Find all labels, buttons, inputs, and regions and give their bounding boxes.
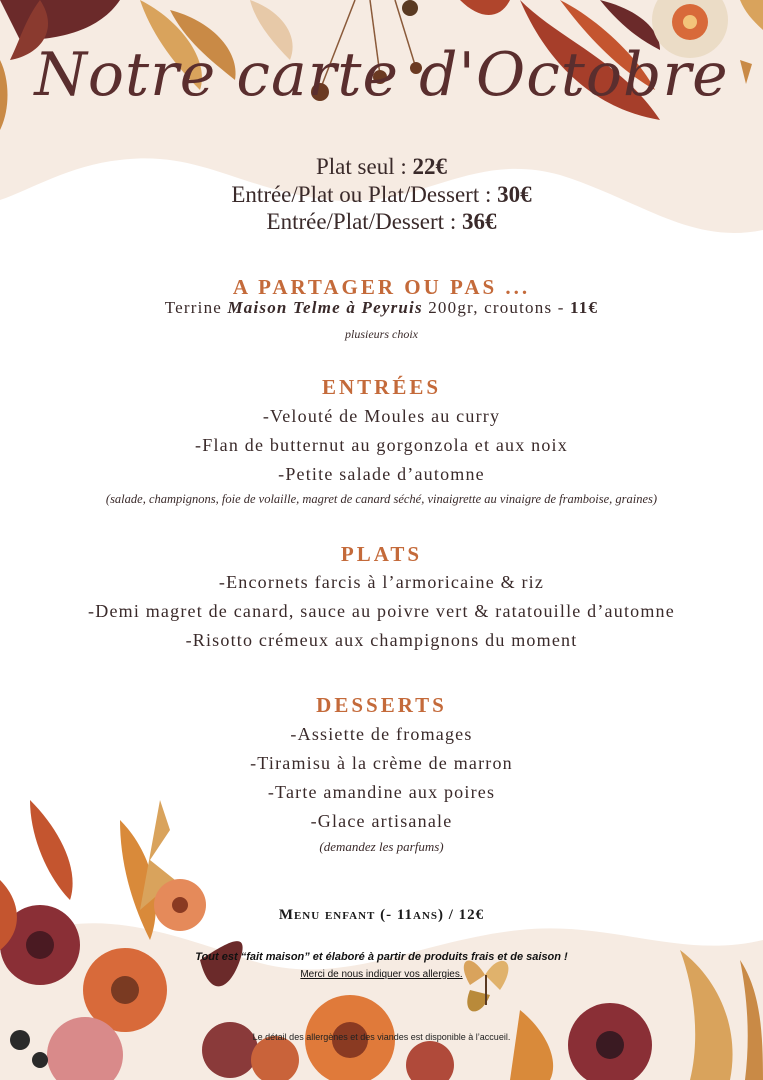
price-line-entree-plat — [0, 181, 763, 209]
menu-item: -Tarte amandine aux poires — [267, 782, 496, 802]
section-title-desserts: DESSERTS — [316, 693, 447, 717]
sharing-text: Terrine — [164, 298, 228, 317]
sharing-producer: Maison Telme à Peyruis — [227, 298, 423, 317]
section-title-plats: PLATS — [340, 542, 423, 566]
menu-title: Notre carte d'Octobre — [34, 40, 729, 110]
price-label: Plat seul : — [316, 154, 413, 179]
price-value: 30€ — [497, 182, 532, 207]
menu-item: -Assiette de fromages — [290, 724, 473, 744]
allergen-details-notice: Le détail des allergènes et des viandes est disponible à l’accueil. — [252, 1032, 511, 1042]
price-value: 36€ — [461, 209, 497, 234]
menu-item: -Glace artisanale — [310, 811, 453, 831]
price-label: Entrée/Plat ou Plat/Dessert : — [231, 182, 498, 207]
allergies-notice: Merci de nous indiquer vos allergies. — [300, 969, 463, 980]
price-line-plat — [0, 153, 763, 181]
sharing-price: 11€ — [570, 298, 599, 317]
desserts-note: (demandez les parfums) — [319, 839, 444, 854]
sharing-note: plusieurs choix — [345, 327, 418, 341]
menu-item: -Risotto crémeux aux champignons du moment — [185, 630, 578, 650]
sharing-item — [0, 298, 763, 318]
menu-item: -Flan de butternut au gorgonzola et aux noix — [195, 435, 568, 455]
homemade-notice: Tout est “fait maison” et élaboré à partir de produits frais et de saison ! — [195, 951, 568, 963]
menu-item: -Tiramisu à la crème de marron — [250, 753, 513, 773]
price-value: 22€ — [412, 154, 447, 179]
menu-item: -Petite salade d’automne — [278, 464, 485, 484]
kids-menu: Menu enfant (- 11ans) / 12€ — [278, 907, 485, 923]
section-title-sharing: A PARTAGER OU PAS ... — [232, 275, 531, 299]
menu-item: -Encornets farcis à l’armoricaine & riz — [218, 572, 545, 592]
entrees-note: (salade, champignons, foie de volaille, magret de canard séché, vinaigrette au vinaigre de framboise, graines) — [105, 492, 658, 506]
price-label: Entrée/Plat/Dessert : — [266, 209, 462, 234]
menu-item: -Demi magret de canard, sauce au poivre vert & ratatouille d’automne — [88, 601, 675, 621]
section-title-entrees: ENTRÉES — [321, 375, 442, 399]
menu-item: -Velouté de Moules au curry — [262, 406, 501, 426]
price-line-complet — [0, 208, 763, 236]
sharing-text-post: 200gr, croutons - — [422, 298, 571, 317]
